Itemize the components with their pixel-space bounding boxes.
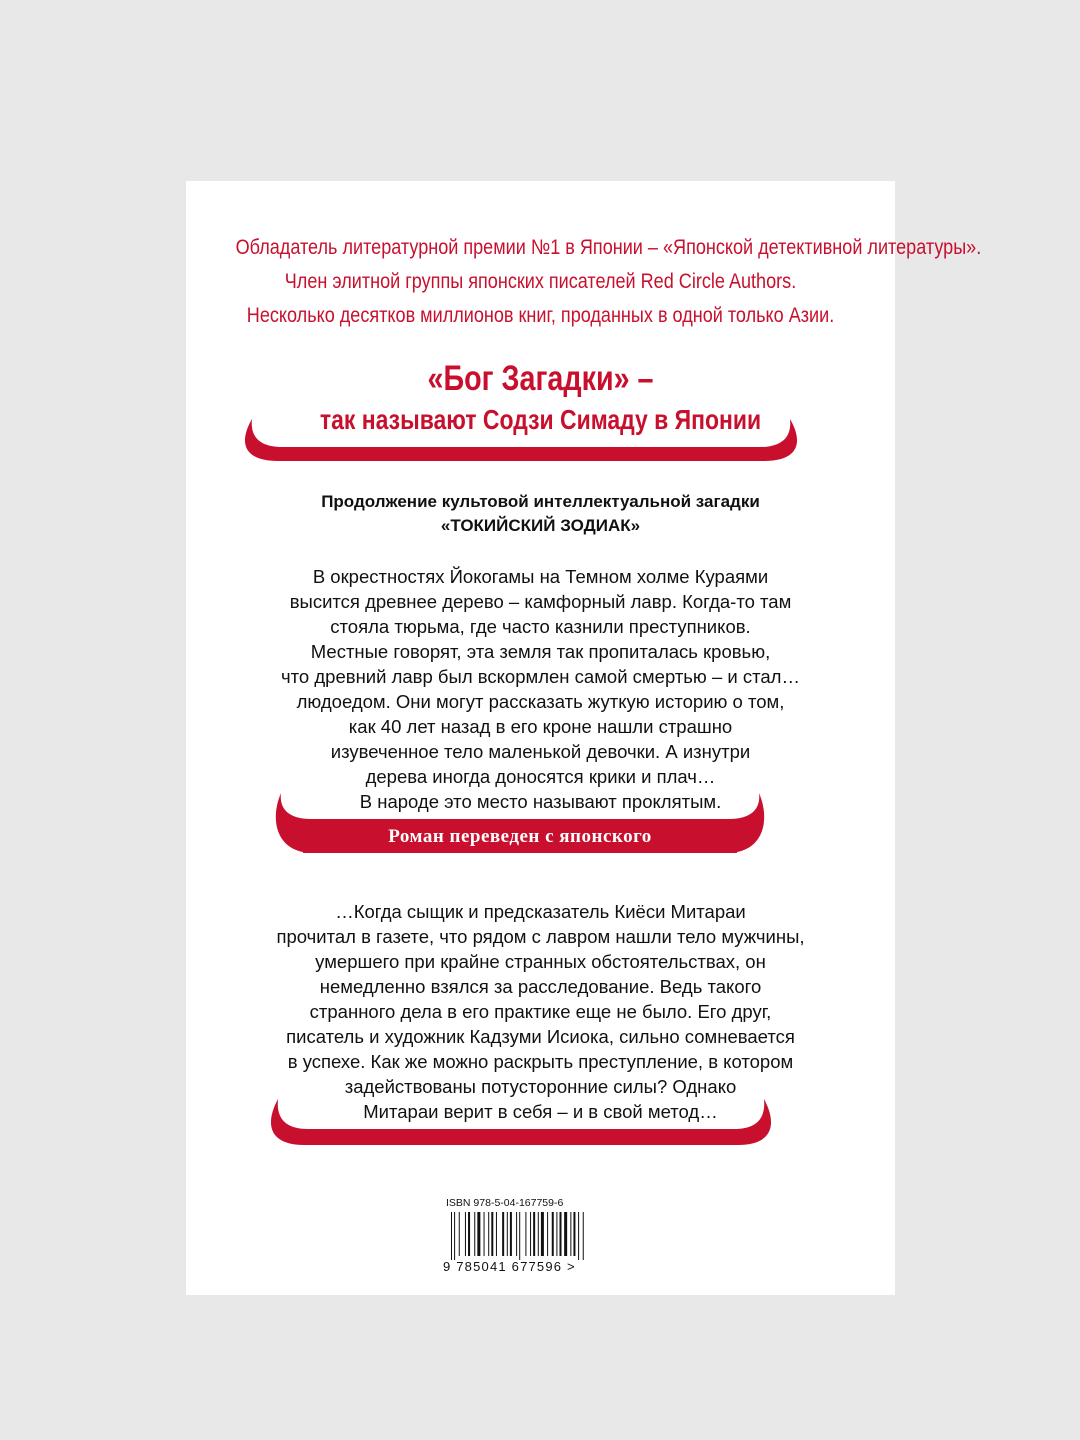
para-line: задействованы потусторонние силы? Однако — [344, 1076, 737, 1097]
series-subhead — [186, 490, 895, 538]
barcode-bar — [459, 1212, 460, 1256]
barcode-bar — [570, 1212, 571, 1256]
barcode-bar — [560, 1212, 562, 1256]
barcode-bar — [516, 1212, 517, 1256]
para-line: что древний лавр был вскормлен самой смертью – и стал… — [281, 666, 800, 687]
barcode-bar — [552, 1212, 554, 1256]
blurb-line: Обладатель литературной премии №1 в Японии – «Японской детективной литературы». — [235, 236, 982, 259]
barcode-bar — [491, 1212, 493, 1256]
barcode-bar — [525, 1212, 526, 1256]
barcode-bar — [454, 1212, 455, 1260]
para-line: В окрестностях Йокогамы на Темном холме Кураями — [312, 566, 769, 587]
para-line: дерева иногда доносятся крики и плач… — [365, 766, 716, 787]
barcode-bar — [474, 1212, 475, 1256]
barcode-bar — [530, 1212, 531, 1256]
para-line: писатель и художник Кадзуми Исиока, сильно сомневается — [286, 1026, 795, 1047]
para-line: прочитал в газете, что рядом с лавром нашли тело мужчины, — [276, 926, 805, 947]
para-line: людоедом. Они могут рассказать жуткую историю о том, — [296, 691, 785, 712]
barcode-bar — [538, 1212, 539, 1256]
subhead-line: «ТОКИЙСКИЙ ЗОДИАК» — [440, 516, 641, 535]
barcode-bar — [533, 1212, 535, 1256]
para-line: Митараи верит в себя – и в свой метод… — [363, 1101, 718, 1122]
barcode-bar — [507, 1212, 508, 1256]
para-line: немедленно взялся за расследование. Ведь такого — [319, 976, 762, 997]
para-line: странного дела в его практике еще не было. Его друг, — [309, 1001, 772, 1022]
para-line: стояла тюрьма, где часто казнили преступников. — [330, 616, 751, 637]
barcode-bar — [583, 1212, 584, 1260]
synopsis-paragraph-1 — [186, 564, 895, 814]
para-line: Местные говорят, эта земля так пропиталась кровью, — [310, 641, 771, 662]
barcode-bar — [519, 1212, 520, 1260]
barcode-bar — [488, 1212, 489, 1256]
barcode-bar — [477, 1212, 480, 1256]
synopsis-paragraph-2 — [186, 899, 895, 1124]
headline-line-1: «Бог Загадки» – — [427, 359, 654, 398]
barcode-bar — [496, 1212, 497, 1256]
barcode-bar — [578, 1212, 579, 1260]
award-blurb — [235, 231, 982, 333]
barcode-bar — [484, 1212, 485, 1256]
barcode-bar — [465, 1212, 466, 1256]
para-line: изувеченное тело маленькой девочки. А изнутри — [330, 741, 751, 762]
barcode-bar — [451, 1212, 452, 1260]
isbn-label: ISBN 978-5-04-167759-6 — [446, 1197, 564, 1209]
para-line: умершего при крайне странных обстоятельствах, он — [315, 951, 766, 972]
barcode-bar — [564, 1212, 567, 1256]
headline-bracket-ornament — [186, 413, 895, 468]
headline-line-2: так называют Содзи Симаду в Японии — [319, 404, 762, 435]
isbn-barcode-block — [443, 1197, 593, 1277]
para-line: В народе это место называют проклятым. — [359, 791, 722, 812]
subhead-line: Продолжение культовой интеллектуальной загадки — [321, 492, 760, 511]
para-line: как 40 лет назад в его кроне нашли страшно — [348, 716, 733, 737]
barcode-icon — [451, 1212, 591, 1260]
para-line: высится древнее дерево – камфорный лавр. Когда-то там — [289, 591, 792, 612]
barcode-bar — [541, 1212, 544, 1256]
blurb-line: Несколько десятков миллионов книг, проданных в одной только Азии. — [246, 304, 835, 327]
barcode-bar — [573, 1212, 575, 1256]
barcode-bar — [547, 1212, 548, 1256]
barcode-bar — [468, 1212, 470, 1256]
barcode-bar — [510, 1212, 512, 1256]
para-line: в успехе. Как же можно раскрыть преступление, в котором — [287, 1051, 794, 1072]
translation-banner-text: Роман переведен с японского — [388, 826, 652, 847]
book-back-cover — [186, 181, 982, 1295]
para-line: …Когда сыщик и предсказатель Киёси Митараи — [335, 901, 746, 922]
blurb-line: Член элитной группы японских писателей Red Circle Authors. — [284, 270, 797, 293]
translation-banner — [273, 791, 767, 859]
barcode-bar — [556, 1212, 557, 1256]
bottom-bracket-ornament — [186, 1093, 895, 1153]
barcode-bar — [502, 1212, 504, 1256]
barcode-digits: 9 785041 677596 > — [443, 1259, 576, 1274]
